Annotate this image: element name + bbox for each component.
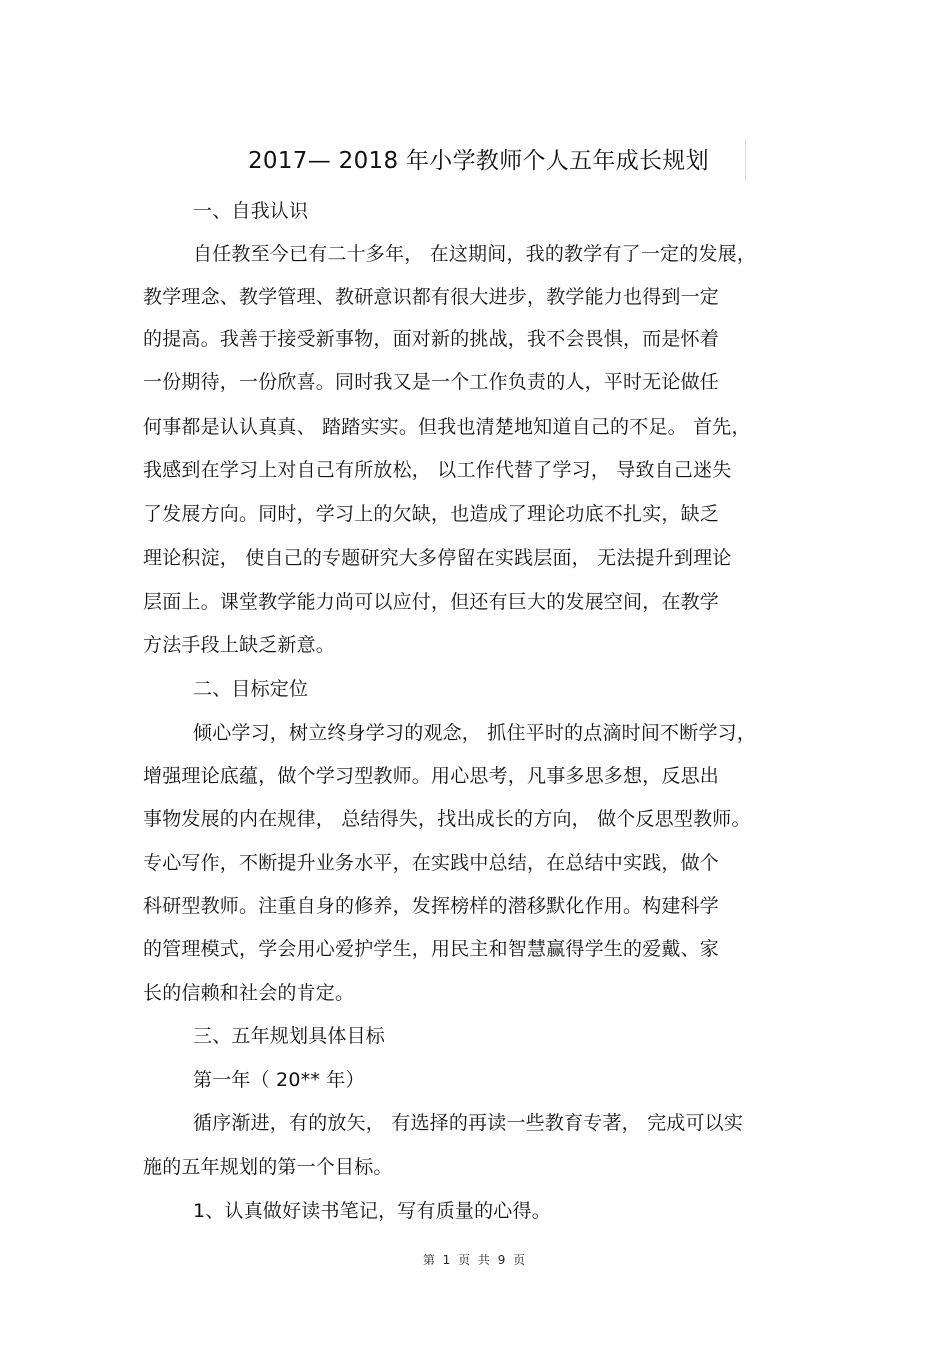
subheading-first-year: 第一年（ 20** 年）	[193, 1069, 365, 1091]
paragraph-line: 理论积淀， 使自己的专题研究大多停留在实践层面， 无法提升到理论	[143, 547, 732, 569]
paragraph-line: 的提高。我善于接受新事物，面对新的挑战，我不会畏惧，而是怀着	[143, 328, 720, 350]
section-heading-self-awareness: 一、自我认识	[193, 200, 309, 222]
title-side-rule	[745, 140, 746, 180]
section-heading-goal-positioning: 二、目标定位	[193, 678, 309, 700]
paragraph-line: 事物发展的内在规律， 总结得失，找出成长的方向， 做个反思型教师。	[143, 808, 751, 830]
paragraph-line: 长的信赖和社会的肯定。	[143, 982, 355, 1004]
paragraph-line: 的管理模式，学会用心爱护学生，用民主和智慧赢得学生的爱戴、家	[143, 938, 720, 960]
paragraph-line: 专心写作，不断提升业务水平，在实践中总结，在总结中实践，做个	[143, 852, 720, 874]
section-heading-five-year-plan: 三、五年规划具体目标	[193, 1025, 386, 1047]
paragraph-line: 层面上。课堂教学能力尚可以应付，但还有巨大的发展空间，在教学	[143, 591, 720, 613]
page-footer: 第 1 页 共 9 页	[422, 1253, 528, 1267]
paragraph-line: 一份期待，一份欣喜。同时我又是一个工作负责的人，平时无论做任	[143, 371, 720, 393]
paragraph-line: 方法手段上缺乏新意。	[143, 634, 336, 656]
paragraph-line: 科研型教师。注重自身的修养，发挥榜样的潜移默化作用。构建科学	[143, 895, 720, 917]
paragraph-line: 自任教至今已有二十多年， 在这期间，我的教学有了一定的发展，	[193, 243, 757, 265]
paragraph-line: 施的五年规划的第一个目标。	[143, 1156, 393, 1178]
paragraph-line: 教学理念、教学管理、教研意识都有很大进步，教学能力也得到一定	[143, 286, 720, 308]
paragraph-line: 了发展方向。同时，学习上的欠缺，也造成了理论功底不扎实，缺乏	[143, 503, 720, 525]
paragraph-line: 循序渐进，有的放矢， 有选择的再读一些教育专著， 完成可以实	[193, 1112, 744, 1134]
paragraph-line: 我感到在学习上对自己有所放松， 以工作代替了学习， 导致自己迷失	[143, 459, 732, 481]
list-item: 1、认真做好读书笔记，写有质量的心得。	[193, 1200, 551, 1222]
paragraph-line: 增强理论底蕴，做个学习型教师。用心思考，凡事多思多想，反思出	[143, 765, 720, 787]
paragraph-line: 倾心学习，树立终身学习的观念， 抓住平时的点滴时间不断学习，	[193, 722, 757, 744]
document-title: 2017— 2018 年小学教师个人五年成长规划	[248, 148, 709, 174]
paragraph-line: 何事都是认认真真、 踏踏实实。但我也清楚地知道自己的不足。 首先，	[143, 416, 751, 438]
